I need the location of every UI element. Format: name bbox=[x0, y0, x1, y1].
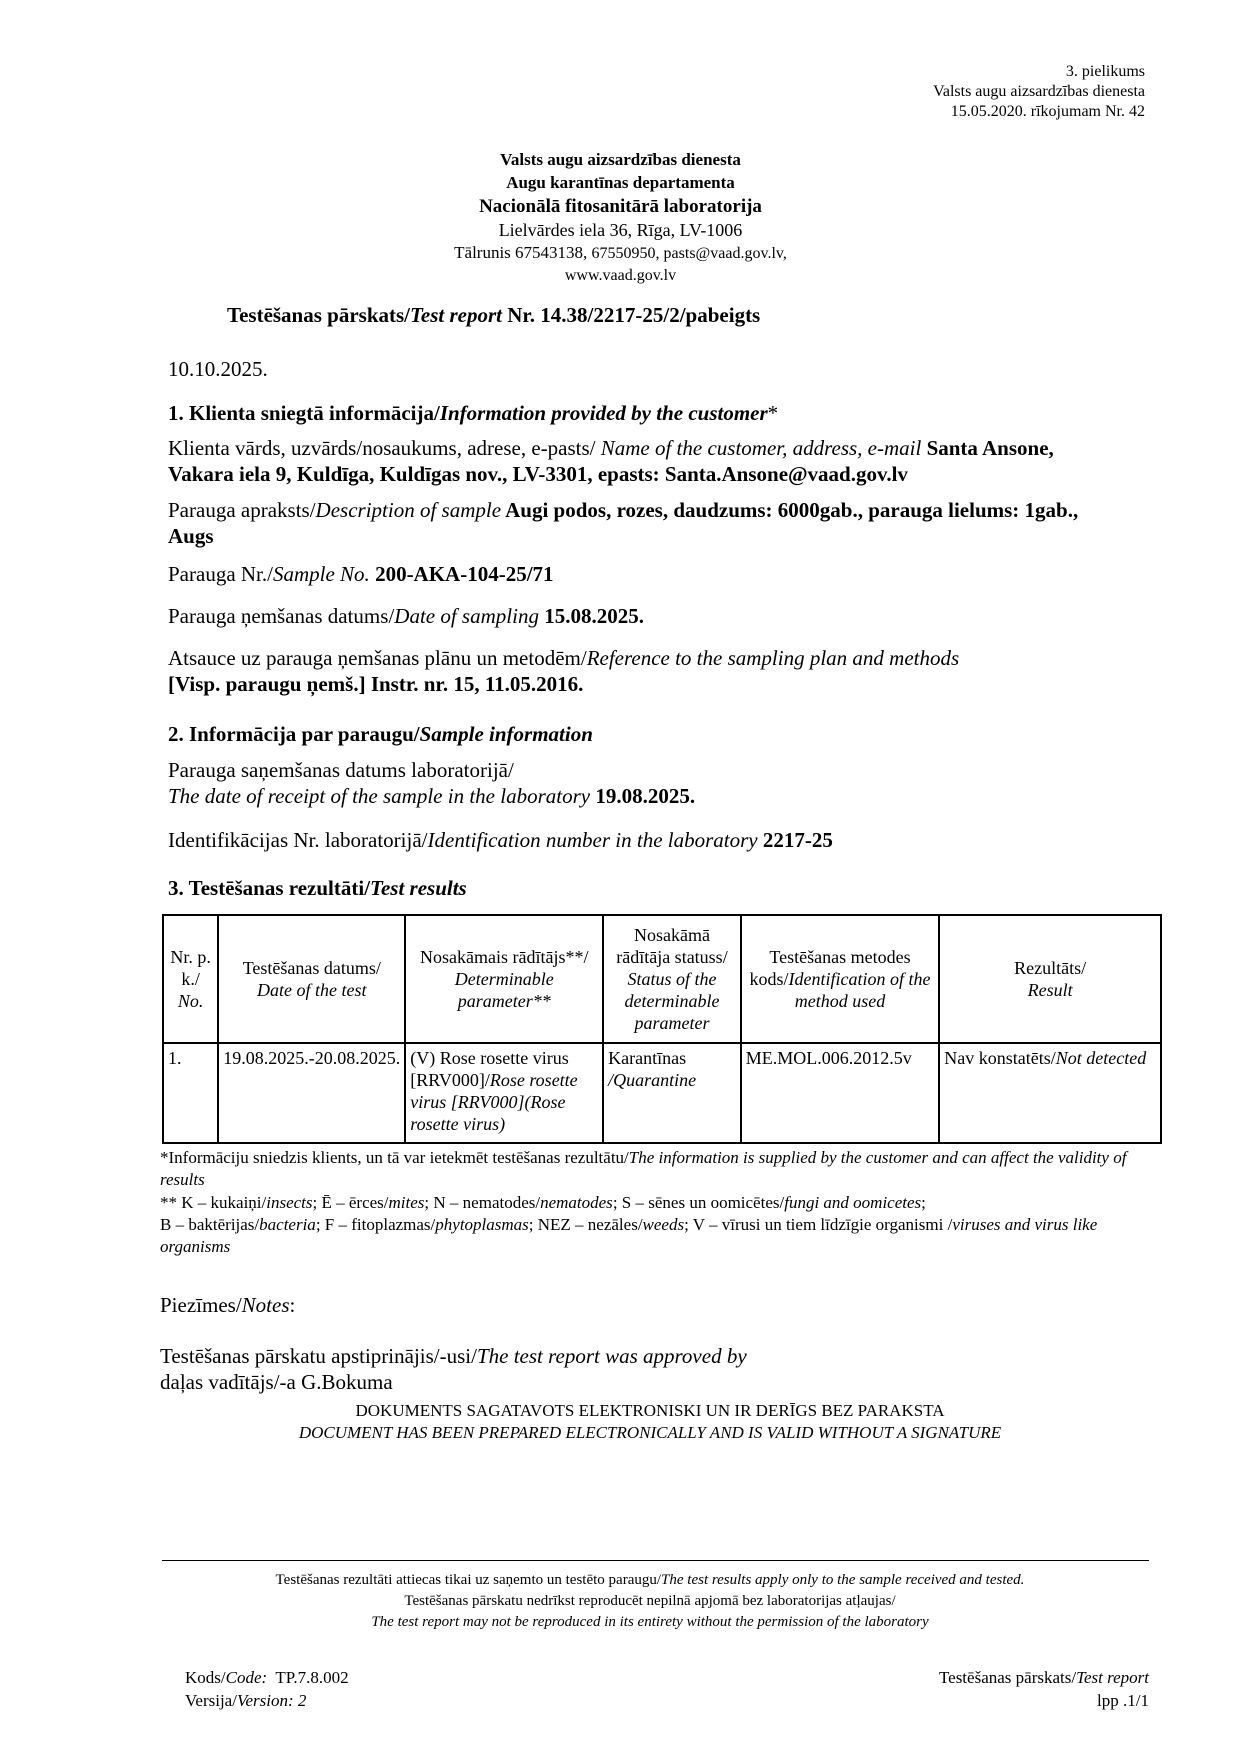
disclaimer bbox=[0, 1570, 1241, 1633]
customer-label-lv: Klienta vārds, uzvārds/nosaukums, adrese, e-pasts/ bbox=[168, 436, 601, 460]
header-result bbox=[939, 915, 1161, 1043]
electronic-notice-lv: DOKUMENTS SAGATAVOTS ELEKTRONISKI UN IR DERĪGS BEZ PARAKSTA bbox=[355, 1401, 945, 1420]
notes-colon: : bbox=[289, 1293, 296, 1317]
phone-number: 67543138, bbox=[515, 243, 588, 262]
parameter-lv: (V) Rose rosette virus [RRV000]/ bbox=[410, 1048, 569, 1090]
appendix-line: Valsts augu aizsardzības dienesta bbox=[933, 83, 1145, 100]
notes-label-lv: Piezīmes/ bbox=[160, 1293, 242, 1317]
report-date: 10.10.2025. bbox=[168, 357, 268, 381]
header-en: No. bbox=[177, 991, 204, 1011]
cell-result bbox=[939, 1043, 1161, 1143]
header-lv: Nr. p. k./ bbox=[170, 947, 211, 989]
org-address: Lielvārdes iela 36, Rīga, LV-1006 bbox=[498, 220, 743, 240]
id-value: 2217-25 bbox=[757, 828, 833, 852]
version-label-en: Version: 2 bbox=[236, 1691, 307, 1710]
appendix-line: 3. pielikums bbox=[1065, 63, 1145, 80]
heading-en: Sample information bbox=[419, 722, 593, 746]
org-phone bbox=[0, 242, 1241, 265]
cell-parameter bbox=[405, 1043, 603, 1143]
footnote-en: The information is supplied by the customer and can affect the validity of results bbox=[160, 1148, 1127, 1189]
legend-text: ; V – vīrusi un tiem līdzīgie organismi / bbox=[684, 1215, 953, 1234]
customer-value: Santa Ansone, Vakara iela 9, Kuldīga, Kuldīgas nov., LV-3301, epasts: Santa.Ansone@vaad.gov.lv bbox=[168, 436, 1054, 486]
disclaimer-lv: Testēšanas rezultāti attiecas tikai uz saņemto un testēto paraugu/ bbox=[275, 1572, 662, 1588]
legend-text: B – baktērijas/ bbox=[160, 1215, 260, 1234]
approval-en: The test report was approved by bbox=[476, 1344, 747, 1368]
customer-label-en: Name of the customer, address, e-mail bbox=[600, 436, 922, 460]
legend-text: ; F – fitoplazmas/ bbox=[315, 1215, 436, 1234]
footnote-lv: *Informāciju sniedzis klients, un tā var ietekmēt testēšanas rezultātu/ bbox=[160, 1148, 629, 1167]
sampling-reference bbox=[168, 645, 1108, 697]
heading-en: Information provided by the customer bbox=[439, 401, 768, 425]
id-label-lv: Identifikācijas Nr. laboratorijā/ bbox=[168, 828, 428, 852]
code-label-lv: Kods/ bbox=[185, 1668, 226, 1687]
result-en: Not detected bbox=[1055, 1048, 1147, 1068]
table-row bbox=[163, 1043, 1161, 1143]
header-en: Date of the test bbox=[257, 980, 367, 1000]
report-title bbox=[227, 303, 760, 328]
heading-lv: 1. Klienta sniegtā informācija/ bbox=[168, 401, 440, 425]
legend-text: ; NEZ – nezāles/ bbox=[528, 1215, 643, 1234]
header-lv: Nosakāmais rādītājs**/ bbox=[420, 947, 589, 967]
cell-date: 19.08.2025.-20.08.2025. bbox=[218, 1043, 405, 1143]
legend-text-en: phytoplasmas bbox=[435, 1215, 529, 1234]
parameter-en: Rose rosette virus [RRV000](Rose rosette virus) bbox=[410, 1070, 578, 1134]
phone-label: Tālrunis bbox=[454, 243, 511, 262]
approver: daļas vadītājs/-a G.Bokuma bbox=[160, 1370, 393, 1394]
header-lv: Nosakāmā rādītāja statuss/ bbox=[616, 925, 728, 967]
legend-text: ; Ē – ērces/ bbox=[312, 1193, 389, 1212]
sampling-date-label-en: Date of sampling bbox=[394, 604, 539, 628]
approval-lv: Testēšanas pārskatu apstiprinājis/-usi/ bbox=[160, 1344, 477, 1368]
disclaimer-line: The test report may not be reproduced in its entirety without the permission of the laboratory bbox=[371, 1614, 929, 1630]
sample-description bbox=[168, 497, 1108, 549]
header-en: Determinable parameter** bbox=[454, 969, 554, 1011]
report-label bbox=[939, 1666, 1149, 1689]
legend-text-en: bacteria bbox=[259, 1215, 316, 1234]
sampling-date-value: 15.08.2025. bbox=[538, 604, 644, 628]
cell-nr: 1. bbox=[163, 1043, 218, 1143]
organization-header bbox=[0, 148, 1241, 287]
sample-number bbox=[168, 561, 1108, 587]
approval bbox=[160, 1343, 747, 1395]
reference-label-en: Reference to the sampling plan and methods bbox=[586, 646, 960, 670]
notes bbox=[160, 1293, 295, 1318]
document-code bbox=[185, 1666, 349, 1712]
report-number: Nr. 14.38/2217-25/2/pabeigts bbox=[502, 303, 761, 327]
receipt-label-en: The date of receipt of the sample in the laboratory bbox=[168, 784, 591, 808]
section3-heading bbox=[168, 876, 467, 901]
title-lv: Testēšanas pārskats/ bbox=[227, 303, 411, 327]
legend-text-en: weeds bbox=[642, 1215, 685, 1234]
org-website: www.vaad.gov.lv bbox=[564, 267, 677, 284]
disclaimer-en: The test results apply only to the sample received and tested. bbox=[661, 1572, 1025, 1588]
cell-method: ME.MOL.006.2012.5v bbox=[741, 1043, 940, 1143]
sample-no-value: 200-AKA-104-25/71 bbox=[369, 562, 554, 586]
header-date bbox=[218, 915, 405, 1043]
result-lv: Nav konstatēts/ bbox=[944, 1048, 1056, 1068]
code-value: TP.7.8.002 bbox=[267, 1668, 349, 1687]
header-lv: Rezultāts/ bbox=[1014, 958, 1087, 978]
reference-label-lv: Atsauce uz parauga ņemšanas plānu un metodēm/ bbox=[168, 646, 587, 670]
heading-asterisk: * bbox=[767, 401, 779, 425]
sampling-date bbox=[168, 603, 1108, 629]
status-en: /Quarantine bbox=[608, 1070, 697, 1090]
org-laboratory: Nacionālā fitosanitārā laboratorija bbox=[479, 196, 762, 217]
section1-heading bbox=[168, 401, 778, 426]
receipt-value: 19.08.2025. bbox=[590, 784, 696, 808]
sample-desc-label-lv: Parauga apraksts/ bbox=[168, 498, 316, 522]
footnote-legend bbox=[160, 1192, 1140, 1258]
page-info bbox=[939, 1666, 1149, 1712]
status-lv: Karantīnas bbox=[608, 1048, 687, 1068]
org-name: Valsts augu aizsardzības dienesta bbox=[500, 150, 741, 169]
header-en: Status of the determinable parameter bbox=[624, 969, 720, 1033]
sample-desc-value: Augi podos, rozes, daudzums: 6000gab., parauga lielums: 1gab., Augs bbox=[168, 498, 1079, 548]
page-number: lpp .1/1 bbox=[1097, 1691, 1149, 1710]
lab-identification bbox=[168, 827, 1108, 853]
report-label-en: Test report bbox=[1076, 1668, 1149, 1687]
legend-text-en: fungi and oomicetes bbox=[784, 1193, 922, 1212]
legend-text-en: nematodes bbox=[540, 1193, 613, 1212]
legend-text-en: mites bbox=[388, 1193, 425, 1212]
heading-lv: 2. Informācija par paraugu/ bbox=[168, 722, 420, 746]
sampling-date-label-lv: Parauga ņemšanas datums/ bbox=[168, 604, 395, 628]
disclaimer-line: Testēšanas pārskatu nedrīkst reproducēt nepilnā apjomā bez laboratorijas atļaujas/ bbox=[404, 1593, 896, 1609]
id-label-en: Identification number in the laboratory bbox=[427, 828, 758, 852]
header-nr bbox=[163, 915, 218, 1043]
legend-text-en: viruses and virus like organisms bbox=[160, 1215, 1098, 1256]
heading-lv: 3. Testēšanas rezultāti/ bbox=[168, 876, 371, 900]
title-en: Test report bbox=[410, 303, 502, 327]
header-lv: Testēšanas metodes kods/ bbox=[749, 947, 911, 989]
header-lv: Testēšanas datums/ bbox=[242, 958, 381, 978]
header-en: Result bbox=[1027, 980, 1073, 1000]
sample-no-label-en: Sample No. bbox=[272, 562, 370, 586]
table-header-row bbox=[163, 915, 1161, 1043]
appendix-line: 15.05.2020. rīkojumam Nr. 42 bbox=[950, 103, 1145, 120]
footnote-customer bbox=[160, 1147, 1140, 1191]
cell-status bbox=[603, 1043, 741, 1143]
electronic-notice-en: DOCUMENT HAS BEEN PREPARED ELECTRONICALLY AND IS VALID WITHOUT A SIGNATURE bbox=[298, 1423, 1002, 1442]
header-en: Identification of the method used bbox=[788, 969, 931, 1011]
header-parameter bbox=[405, 915, 603, 1043]
section2-heading bbox=[168, 722, 593, 747]
electronic-notice bbox=[0, 1400, 1241, 1444]
header-status bbox=[603, 915, 741, 1043]
footer-divider bbox=[162, 1560, 1149, 1561]
phone-email: 67550950, pasts@vaad.gov.lv, bbox=[591, 245, 787, 262]
legend-text: ; N – nematodes/ bbox=[424, 1193, 541, 1212]
legend-text: ** K – kukaiņi/ bbox=[160, 1193, 267, 1212]
appendix-reference bbox=[933, 62, 1145, 122]
report-label-lv: Testēšanas pārskats/ bbox=[938, 1668, 1077, 1687]
legend-text-en: insects bbox=[266, 1193, 313, 1212]
results-table bbox=[162, 914, 1162, 1144]
disclaimer-line bbox=[0, 1570, 1241, 1591]
org-department: Augu karantīnas departamenta bbox=[506, 173, 735, 192]
header-method bbox=[741, 915, 940, 1043]
version-line bbox=[185, 1689, 349, 1712]
customer-info bbox=[168, 435, 1108, 487]
receipt-date bbox=[168, 757, 1108, 809]
sample-desc-label-en: Description of sample bbox=[315, 498, 502, 522]
legend-text: ; bbox=[921, 1193, 926, 1212]
receipt-label-lv: Parauga saņemšanas datums laboratorijā/ bbox=[168, 758, 514, 782]
code-line bbox=[185, 1666, 349, 1689]
legend-text: ; S – sēnes un oomicētes/ bbox=[612, 1193, 785, 1212]
notes-label-en: Notes bbox=[241, 1293, 290, 1317]
version-label-lv: Versija/ bbox=[185, 1691, 237, 1710]
reference-value: [Visp. paraugu ņemš.] Instr. nr. 15, 11.05.2016. bbox=[168, 672, 584, 696]
sample-no-label-lv: Parauga Nr./ bbox=[168, 562, 273, 586]
code-label-en: Code: bbox=[225, 1668, 268, 1687]
heading-en: Test results bbox=[370, 876, 467, 900]
